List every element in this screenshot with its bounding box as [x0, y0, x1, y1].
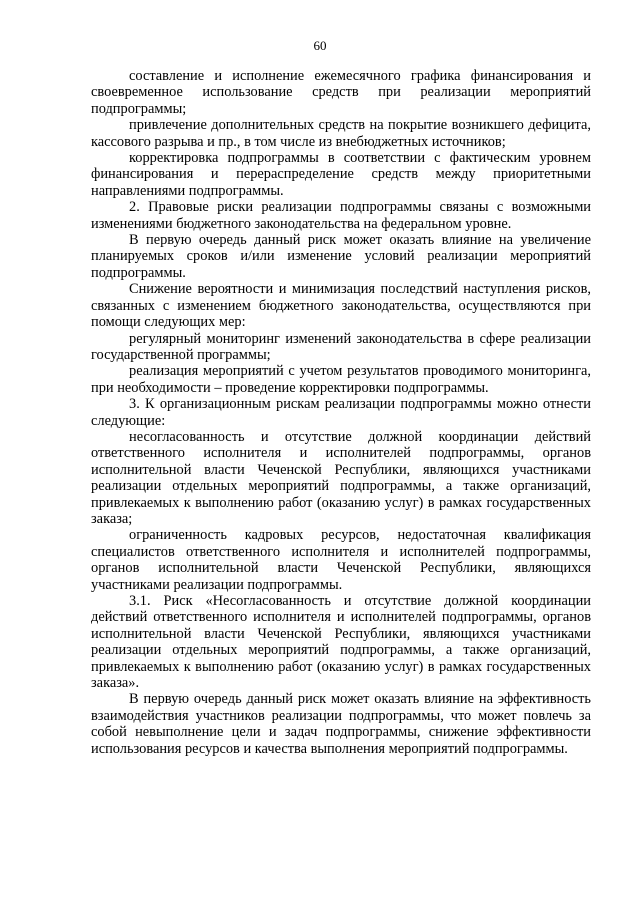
paragraph-organizational-risks: 3. К организационным рискам реализации подпрограммы можно отнести следующие:: [91, 396, 591, 429]
paragraph-legal-risks: 2. Правовые риски реализации подпрограммы связаны с возможными изменениями бюджетного законодательства на федеральном уровне.: [91, 199, 591, 232]
paragraph-coordination-issues: несогласованность и отсутствие должной координации действий ответственного исполнителя и исполнителей подпрограммы, органов исполнительной власти Чеченской Республики, являющихся участниками реализации отдельных мероприятий подпрограммы, а также организаций, привлекаемых к выполнению работ (оказанию услуг) в рамках государственных заказа;: [91, 428, 591, 527]
page-number: 60: [313, 38, 327, 53]
paragraph-additional-funds: привлечение дополнительных средств на покрытие возникшего дефицита, кассового разрыва и пр., в том числе из внебюджетных источников;: [91, 117, 591, 150]
paragraph-staffing-limits: ограниченность кадровых ресурсов, недостаточная квалификация специалистов ответственного исполнителя и исполнителей подпрограммы, органов исполнительной власти Чеченской Республики, являющихся участниками реализации подпрограммы.: [91, 527, 591, 593]
paragraph-risk-3-1-impact: В первую очередь данный риск может оказать влияние на эффективность взаимодействия участников реализации подпрограммы, что может повлечь за собой невыполнение цели и задач подпрограммы, снижение эффективности использования ресурсов и качества выполнения мероприятий подпрограммы.: [91, 691, 591, 757]
paragraph-risk-3-1: 3.1. Риск «Несогласованность и отсутствие должной координации действий ответственного исполнителя и исполнителей подпрограммы, органов исполнительной власти Чеченской Республики, являющихся участниками реализации отдельных мероприятий подпрограммы, а также организаций, привлекаемых к выполнению работ (оказанию услуг) в рамках государственных заказа».: [91, 593, 591, 692]
paragraph-risk-mitigation: Снижение вероятности и минимизация последствий наступления рисков, связанных с изменением бюджетного законодательства, осуществляются при помощи следующих мер:: [91, 281, 591, 331]
paragraph-monitoring: регулярный мониторинг изменений законодательства в сфере реализации государственной программы;: [91, 330, 591, 363]
paragraph-monitoring-results: реализация мероприятий с учетом результатов проводимого мониторинга, при необходимости – проведение корректировки подпрограммы.: [91, 363, 591, 396]
paragraph-legal-risk-impact: В первую очередь данный риск может оказать влияние на увеличение планируемых сроков и/или изменение условий реализации мероприятий подпрограммы.: [91, 232, 591, 281]
paragraph-financing-schedule: составление и исполнение ежемесячного графика финансирования и своевременное использование средств при реализации мероприятий подпрограммы;: [91, 68, 591, 117]
paragraph-program-adjustment: корректировка подпрограммы в соответствии с фактическим уровнем финансирования и перераспределение средств между приоритетными направлениями подпрограммы.: [91, 150, 591, 199]
document-body: [91, 68, 591, 757]
